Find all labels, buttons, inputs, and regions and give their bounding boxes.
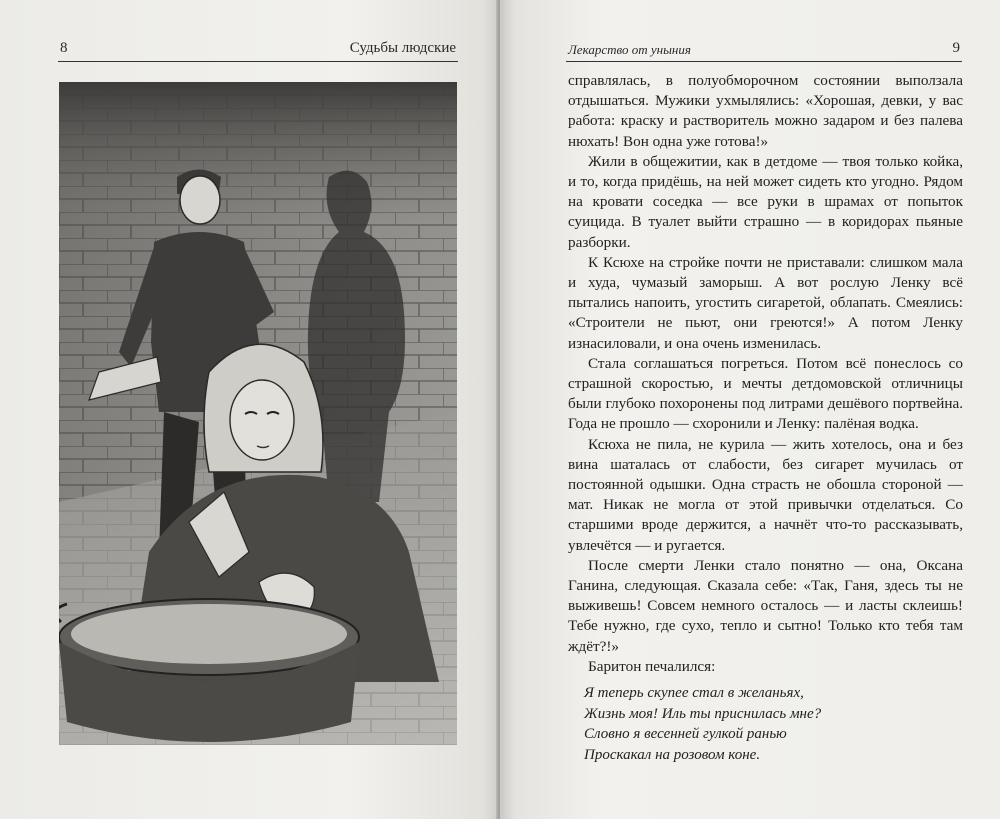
running-head-right: Лекарство от уныния	[568, 42, 691, 57]
poem-line: Жизнь моя! Иль ты приснилась мне?	[584, 705, 822, 722]
poem-line: Я теперь скупее стал в желаньях,	[584, 685, 804, 702]
page-number-left: 8	[60, 40, 68, 56]
body-text	[568, 71, 963, 765]
poem-line: Словно я весенней гулкой ранью	[584, 726, 787, 743]
paragraph: справлялась, в полуобморочном состоянии выползала отдышаться. Мужики ухмылялись: «Хорошая, девки, у вас работа: краску и растворитель можно задаром и без палева нюхать! Вон одна уже готова!»	[568, 72, 963, 150]
header-rule-right	[566, 61, 962, 62]
paragraph: После смерти Ленки стало понятно — она, Оксана Ганина, следующая. Сказала себе: «Так, Ганя, здесь ты не выживешь! Совсем немного осталось — и ласты склеишь! Тебе нужно, где сухо, тепло и сытно! Только кто тебя там ждёт?!»	[568, 556, 963, 655]
paragraph: Стала соглашаться погреться. Потом всё понеслось со страшной скоростью, и мечты детдомовской отличницы были глубоко похоронены под литрами дешёвого портвейна. Года не прошло — схоронили и Ленку: палёная водка.	[568, 354, 963, 433]
paragraph: К Ксюхе на стройке почти не приставали: слишком мала и худа, чумазый заморыш. А вот рослую Ленку всё пытались напоить, угостить сигаретой, облапать. Смеялись: «Строители не пьют, они греются!» А потом Ленку изнасиловали, и она очень изменилась.	[568, 253, 963, 352]
poem	[568, 683, 963, 765]
header-rule-left	[58, 61, 458, 62]
poem-line: Проскакал на розовом коне.	[584, 746, 761, 763]
paragraph: Баритон печалился:	[588, 657, 716, 675]
illustration	[59, 82, 457, 745]
left-page	[0, 0, 498, 819]
basin	[59, 599, 359, 742]
paragraph: Ксюха не пила, не курила — жить хотелось, она и без вина шаталась от слабости, без сигарет мучилась от постоянной одышки. Одна страсть не обошла стороной — мат. Никак не могла от этой привычки отделаться. Со старшими вроде держится, а начнёт что-то рассказывать, увлечётся — и ругается.	[568, 435, 963, 554]
page-number-right: 9	[952, 40, 960, 56]
paragraph: Жили в общежитии, как в детдоме — твоя только койка, и то, когда придёшь, на ней может сидеть кто угодно. Рядом на кровати соседка — все руки в шрамах от попыток суицида. В туалет выйти страшно — в коридорах пьяные разборки.	[568, 152, 963, 251]
running-head-left: Судьбы людские	[349, 40, 456, 56]
